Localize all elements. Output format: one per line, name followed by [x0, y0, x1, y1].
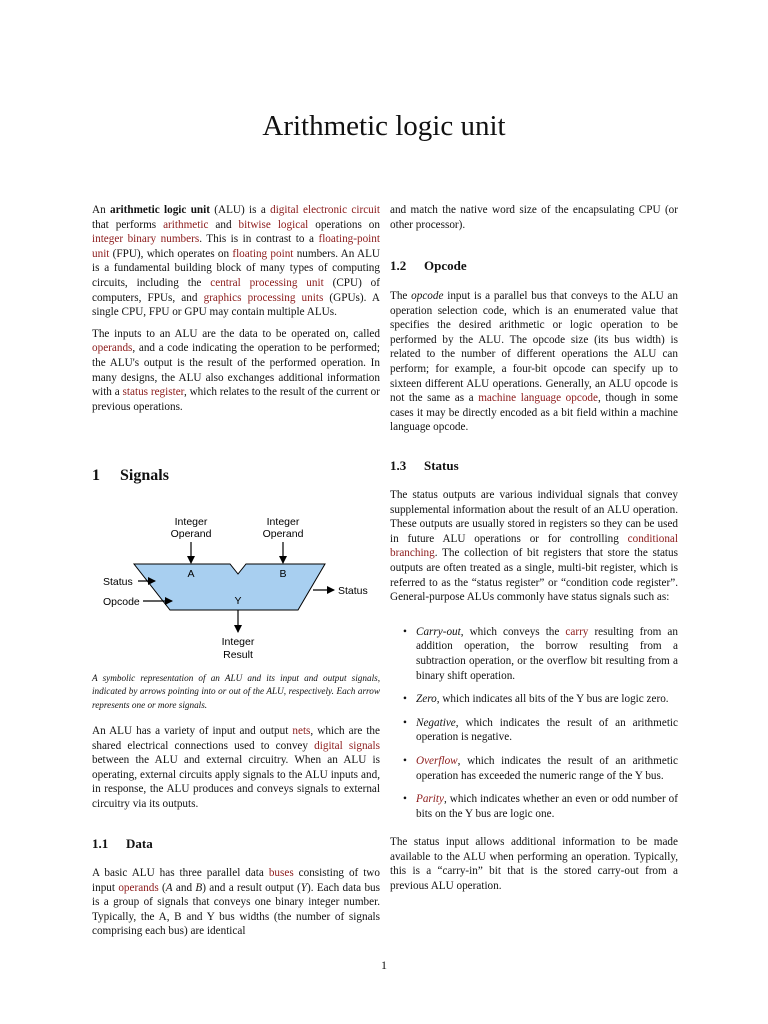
wiki-link[interactable]: machine language opcode	[478, 392, 598, 405]
status-in-label: Status	[103, 576, 133, 588]
section-number: 1.1	[92, 836, 109, 851]
alu-diagram	[92, 511, 380, 666]
section-number: 1	[92, 467, 100, 484]
text-run: B	[195, 881, 203, 894]
status-section-body	[390, 488, 678, 901]
text-run: , and a code indicating the operation to be performed; the ALU's output is the result of the performed operation. In many designs, the ALU also exchanges additional information with a	[92, 342, 380, 399]
text-run: An ALU has a variety of input and output	[92, 725, 293, 737]
section-title: Signals	[120, 467, 169, 484]
operand-a-label-line2: Operand	[170, 528, 212, 540]
alu-body	[134, 564, 325, 610]
text-run: Carry-out	[416, 625, 461, 638]
text-run: , which conveys the	[460, 625, 566, 638]
text-run: ) and a result output (	[202, 881, 301, 894]
section-heading-status	[390, 459, 459, 474]
text-run: The status outputs are various individual signals that convey supplemental information about the result of an ALU operation. These outputs are usually stored in registers so they can be used in future ALU operations or for controlling	[390, 489, 678, 545]
text-run: , which indicates the result of an arithmetic operation has exceeded the numeric range of the Y bus.	[416, 754, 678, 782]
text-run: that performs	[92, 218, 164, 231]
wiki-link[interactable]: operands	[92, 342, 133, 355]
left-column	[92, 203, 380, 938]
section-number: 1.2	[390, 258, 407, 273]
text-run: (ALU) is a	[209, 204, 271, 216]
status-signal-list	[390, 625, 678, 822]
wiki-link[interactable]: digital signals	[314, 739, 380, 752]
text-run: opcode	[411, 290, 444, 302]
operand-b-label-line2: Operand	[262, 528, 304, 540]
text-run: . This is in contrast to a	[199, 233, 319, 246]
operand-b-label-line1: Integer	[266, 516, 300, 528]
status-signal-item	[390, 716, 678, 745]
text-run: consisting of two input	[92, 867, 380, 894]
wiki-link[interactable]: bitwise logical	[238, 218, 309, 231]
opcode-label: Opcode	[103, 596, 140, 608]
status-paragraph	[390, 488, 678, 605]
text-run: (FPU), which operates on	[109, 247, 233, 260]
section-title: Status	[424, 458, 459, 473]
result-label-line1: Integer	[221, 636, 255, 648]
section-heading-opcode	[390, 259, 467, 274]
text-run: A basic ALU has three parallel data	[92, 867, 269, 879]
wiki-link[interactable]: floating point	[232, 247, 294, 260]
text-run: Y	[300, 881, 308, 894]
wiki-link[interactable]: graphics processing units	[203, 291, 324, 304]
opcode-section-body	[390, 289, 678, 442]
data-section-body	[92, 866, 380, 946]
wiki-link[interactable]: status register	[122, 386, 184, 399]
signals-paragraph	[92, 724, 380, 812]
intro-paragraph-1	[92, 203, 380, 320]
text-run: and	[172, 881, 196, 894]
text-run: (	[158, 881, 166, 894]
opcode-paragraph	[390, 289, 678, 435]
text-run: An	[92, 204, 110, 216]
text-run: , which are the shared electrical connections used to convey	[92, 725, 380, 752]
input-a-label: A	[187, 568, 195, 580]
text-run: The	[390, 290, 412, 302]
output-y-label: Y	[234, 595, 242, 607]
figure-caption: A symbolic representation of an ALU and its input and output signals, indicated by arrows pointing into or out of the ALU, respectively. Each arrow represents one or more signals.	[92, 673, 380, 710]
text-run: . The collection of bit registers that store the status outputs are often treated as a single, multi-bit register, which is referred to as the “status register” or “condition code register”. General-purpose ALUs commonly have status signals such as:	[390, 547, 678, 604]
right-column	[390, 203, 678, 893]
text-run: , though in some cases it may be directly encoded as a bit field within a machine language opcode.	[390, 392, 678, 434]
wiki-link[interactable]: Parity	[416, 793, 444, 806]
wiki-link[interactable]: digital electronic circuit	[270, 204, 380, 216]
section-title: Data	[126, 836, 153, 851]
alu-diagram-svg	[92, 511, 380, 661]
input-b-label: B	[279, 568, 287, 580]
status-signal-item	[390, 625, 678, 683]
wiki-link[interactable]: arithmetic	[163, 218, 209, 231]
wiki-link[interactable]: nets	[292, 725, 311, 737]
text-run: , which indicates all bits of the Y bus are logic zero.	[436, 693, 669, 706]
text-run: and	[208, 218, 239, 231]
status-signal-item	[390, 692, 678, 707]
wiki-link[interactable]: central processing unit	[210, 276, 324, 289]
text-run: The inputs to an ALU are the data to be operated on, called	[92, 327, 380, 340]
text-run: ). Each data bus is a group of signals that conveys one binary integer number. Typically, the A, B and Y bus widths (the number of signals comprising each bus) are identical	[92, 881, 380, 938]
section-title: Opcode	[424, 258, 467, 273]
wiki-link[interactable]: operands	[118, 881, 159, 894]
text-run: (CPU) of computers, FPUs, and	[92, 276, 380, 304]
signals-section-body	[92, 724, 380, 819]
text-run: , which relates to the result of the current or previous operations.	[92, 386, 380, 413]
text-run: , which indicates the result of an arithmetic operation is negative.	[416, 716, 678, 744]
result-label-line2: Result	[223, 649, 253, 661]
wiki-link[interactable]: Overflow	[416, 754, 458, 767]
data-paragraph-continued: and match the native word size of the encapsulating CPU (or other processor).	[390, 204, 678, 231]
text-run: input is a parallel bus that conveys to the ALU an operation selection code, which is an enumerated value that specifies the desired arithmetic or logic operation to be performed by the ALU. The opcode size (its bus width) is related to the number of different operations the ALU can perform; for example, a four-bit opcode can specify up to sixteen different ALU operations. Generally, an ALU opcode is not the same as a	[390, 290, 678, 405]
wiki-link[interactable]: buses	[268, 867, 294, 879]
text-run: A	[165, 881, 173, 894]
wiki-link[interactable]: integer binary numbers	[92, 233, 200, 246]
wiki-link[interactable]: carry	[565, 625, 589, 638]
text-run: Zero	[416, 693, 437, 706]
wiki-link[interactable]: floating-point unit	[92, 233, 380, 260]
status-signal-item	[390, 754, 678, 783]
page-number: 1	[381, 958, 387, 972]
text-run: (GPUs). A single CPU, FPU or GPU may contain multiple ALUs.	[92, 291, 380, 319]
section-heading-signals	[92, 469, 169, 484]
text-run: , which indicates whether an even or odd number of bits on the Y bus are logic one.	[416, 793, 678, 820]
operand-a-label-line1: Integer	[174, 516, 208, 528]
intro-paragraph-2	[92, 327, 380, 415]
wiki-link[interactable]: conditional branching	[390, 532, 678, 560]
status-out-label: Status	[338, 585, 368, 597]
section-heading-data	[92, 837, 153, 852]
section-number: 1.3	[390, 458, 407, 473]
text-run: between the ALU and external circuitry. When an ALU is operating, external circuits apply signals to the ALU inputs and, in response, the ALU produces and conveys signals to external circuitry via its outputs.	[92, 754, 380, 810]
status-signal-item	[390, 792, 678, 821]
text-run: Negative	[416, 716, 456, 729]
text-run: numbers. An ALU is a fundamental building block of many types of computing circuits, including the	[92, 247, 380, 289]
status-input-paragraph: The status input allows additional information to be made available to the ALU when performing an operation. Typically, this is a “carry-in” bit that is the stored carry-out from a previous ALU operation.	[390, 836, 678, 893]
data-paragraph	[92, 866, 380, 939]
text-run: resulting from an addition operation, the borrow resulting from a subtraction operation, or the overflow bit resulting from a binary shift operation.	[416, 625, 678, 682]
text-run: arithmetic logic unit	[110, 204, 210, 216]
page-title: Arithmetic logic unit	[262, 110, 506, 142]
text-run: operations on	[308, 218, 380, 231]
